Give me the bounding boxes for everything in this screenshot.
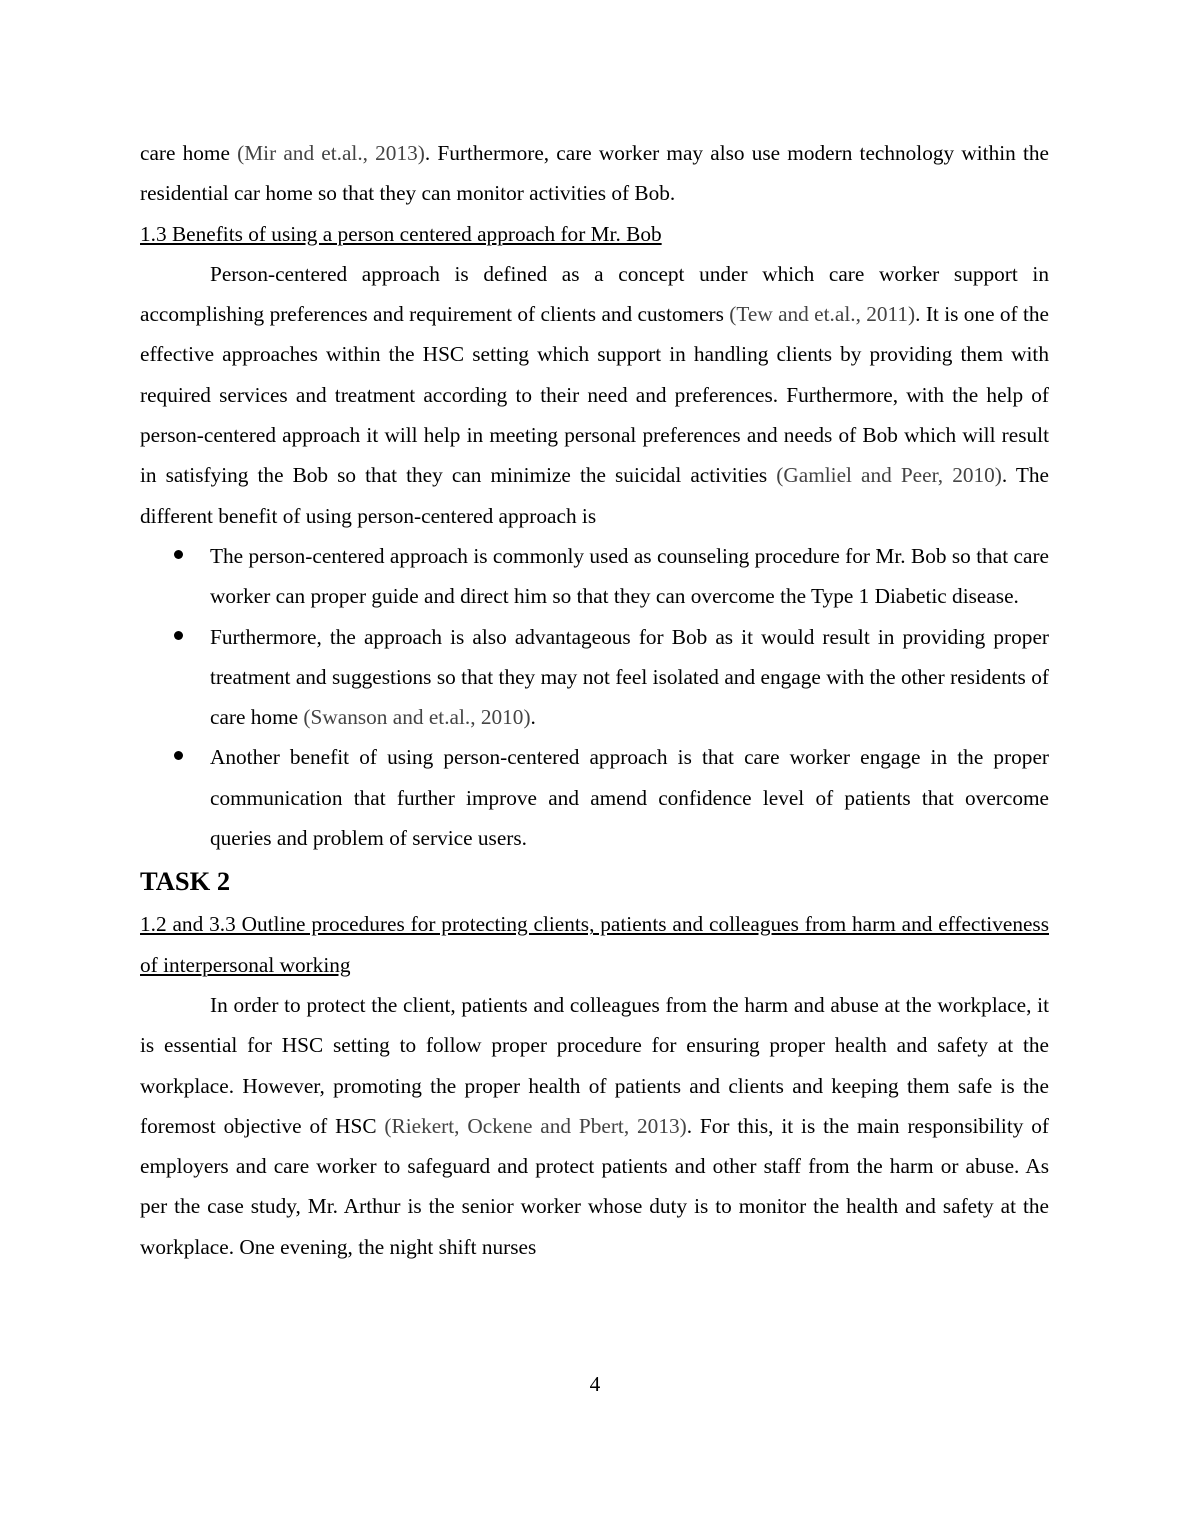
benefits-bullet-list [140, 536, 1049, 858]
bullet-item [140, 737, 1049, 858]
citation: (Swanson and et.al., 2010) [303, 705, 531, 730]
section-1-3-paragraph [140, 254, 1049, 536]
bullet-icon [174, 751, 183, 760]
task-2-paragraph [140, 985, 1049, 1267]
bullet-text: The person-centered approach is commonly used as counseling procedure for Mr. Bob so that care worker can proper guide and direct him so that they can overcome the Type 1 Diabetic disease. [210, 543, 1049, 609]
paragraph-text: Person-centered approach is defined as a concept under which care worker support in accomplishing preferences and requirement of clients and customers [140, 261, 1049, 327]
intro-text-a: care home [140, 141, 238, 165]
citation: (Mir and et.al., 2013) [237, 141, 425, 165]
intro-text-b: . Furthermore, care worker may also use modern technology within the residential car home so that they can monitor activities of Bob. [140, 141, 1049, 206]
bullet-item [140, 536, 1049, 617]
citation: (Riekert, Ockene and Pbert, 2013) [384, 1113, 687, 1138]
task-2-heading: TASK 2 [140, 866, 231, 897]
paragraph-text: . For this, it is the main responsibility of employers and care worker to safeguard and protect patients and other staff from the harm or abuse. As per the case study, Mr. Arthur is the senior worker whose duty is to monitor the health and safety at the workplace. One evening, the night shift nurses [140, 1113, 1049, 1259]
bullet-text-end: . [530, 705, 536, 730]
paragraph-text: In order to protect the client, patients and colleagues from the harm and abuse at the workplace, it is essential for HSC setting to follow proper procedure for ensuring proper health and safety at the workplace. However, promoting the proper health of patients and clients and keeping them safe is the foremost objective of HSC [140, 992, 1049, 1138]
paragraph-text: . The different benefit of using person-centered approach is [140, 463, 1049, 528]
bullet-text: Furthermore, the approach is also advantageous for Bob as it would result in providing proper treatment and suggestions so that they may not feel isolated and engage with the other residents of care home [210, 624, 1049, 730]
page-number: 4 [589, 1372, 601, 1396]
task-2-subheading: 1.2 and 3.3 Outline procedures for protecting clients, patients and colleagues from harm and effectiveness of interpersonal working [140, 912, 1049, 977]
citation: (Gamliel and Peer, 2010) [776, 463, 1002, 488]
paragraph-text: . It is one of the effective approaches within the HSC setting which support in handling clients by providing them with required services and treatment according to their need and preferences. Furthermore, with the help of person-centered approach it will help in meeting personal preferences and needs of Bob which will result in satisfying the Bob so that they can minimize the suicidal activities [140, 302, 1049, 488]
document-page [140, 133, 1049, 1267]
bullet-item [140, 617, 1049, 738]
citation: (Tew and et.al., 2011) [729, 302, 916, 327]
bullet-text: Another benefit of using person-centered approach is that care worker engage in the proper communication that further improve and amend confidence level of patients that overcome queries and problem of service users. [210, 745, 1049, 851]
section-heading-1-3: 1.3 Benefits of using a person centered approach for Mr. Bob [140, 221, 662, 246]
intro-paragraph [140, 133, 1049, 214]
bullet-icon [174, 550, 183, 559]
bullet-icon [174, 631, 183, 640]
